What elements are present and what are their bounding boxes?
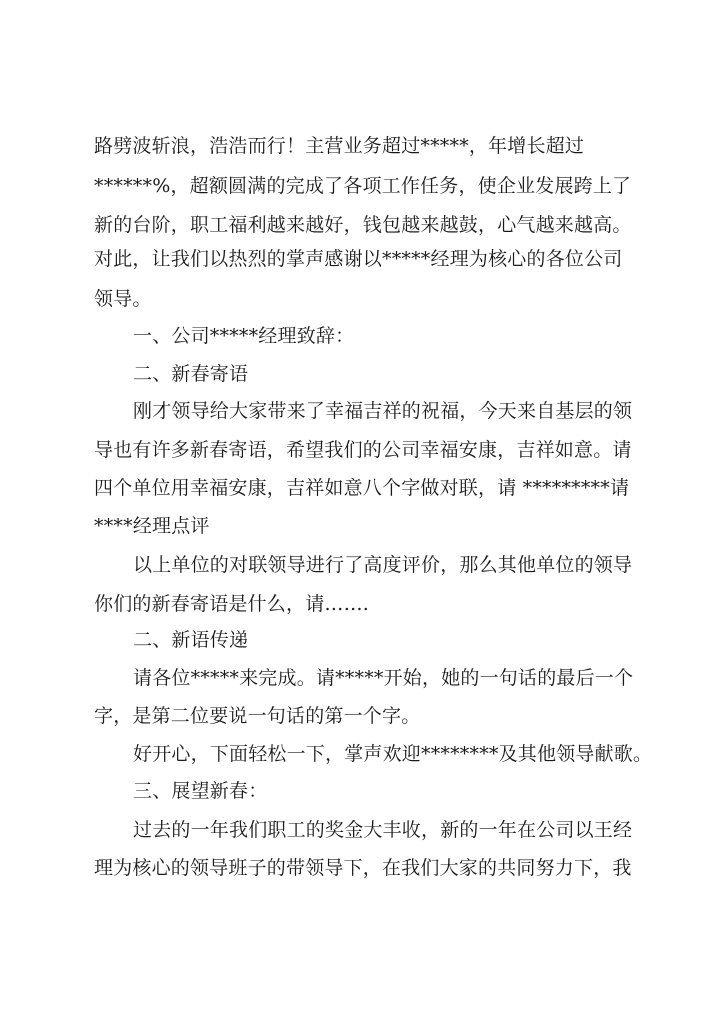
paragraph-line: 领导。: [94, 288, 152, 310]
section-heading: 一、公司*****经理致辞：: [133, 325, 355, 347]
paragraph-line: 刚才领导给大家带来了幸福吉祥的祝福，今天来自基层的领: [133, 400, 633, 422]
paragraph-line: ******%，超额圆满的完成了各项工作任务，使企业发展跨上了: [94, 175, 632, 197]
paragraph-line: 过去的一年我们职工的奖金大丰收，新的一年在公司以王经: [133, 819, 633, 841]
section-heading: 二、新春寄语: [133, 363, 249, 385]
paragraph-line: 请各位*****来完成。请*****开始，她的一句话的最后一个: [133, 667, 634, 689]
paragraph-line: 你们的新春寄语是什么，请…….: [94, 593, 370, 615]
paragraph-line: 路劈波斩浪，浩浩而行！主营业务超过*****，年增长超过: [94, 135, 585, 157]
section-heading: 二、新语传递: [133, 629, 249, 651]
paragraph-line: 以上单位的对联领导进行了高度评价，那么其他单位的领导: [133, 554, 633, 576]
section-heading: 三、展望新春：: [133, 780, 268, 802]
paragraph-line: ****经理点评: [94, 515, 210, 537]
paragraph-line: 对此，让我们以热烈的掌声感谢以*****经理为核心的各位公司: [94, 248, 623, 270]
paragraph-line: 理为核心的领导班子的带领导下，在我们大家的共同努力下，我: [94, 857, 632, 879]
paragraph-line: 字，是第二位要说一句话的第一个字。: [94, 705, 421, 727]
paragraph-line: 导也有许多新春寄语，希望我们的公司幸福安康，吉祥如意。请: [94, 439, 632, 461]
paragraph-line: 新的台阶，职工福利越来越好，钱包越来越鼓，心气越来越高。: [94, 214, 632, 236]
paragraph-line: 四个单位用幸福安康，吉祥如意八个字做对联，请 *********请: [94, 477, 630, 499]
paragraph-line: 好开心，下面轻松一下，掌声欢迎********及其他领导献歌。: [133, 743, 653, 765]
